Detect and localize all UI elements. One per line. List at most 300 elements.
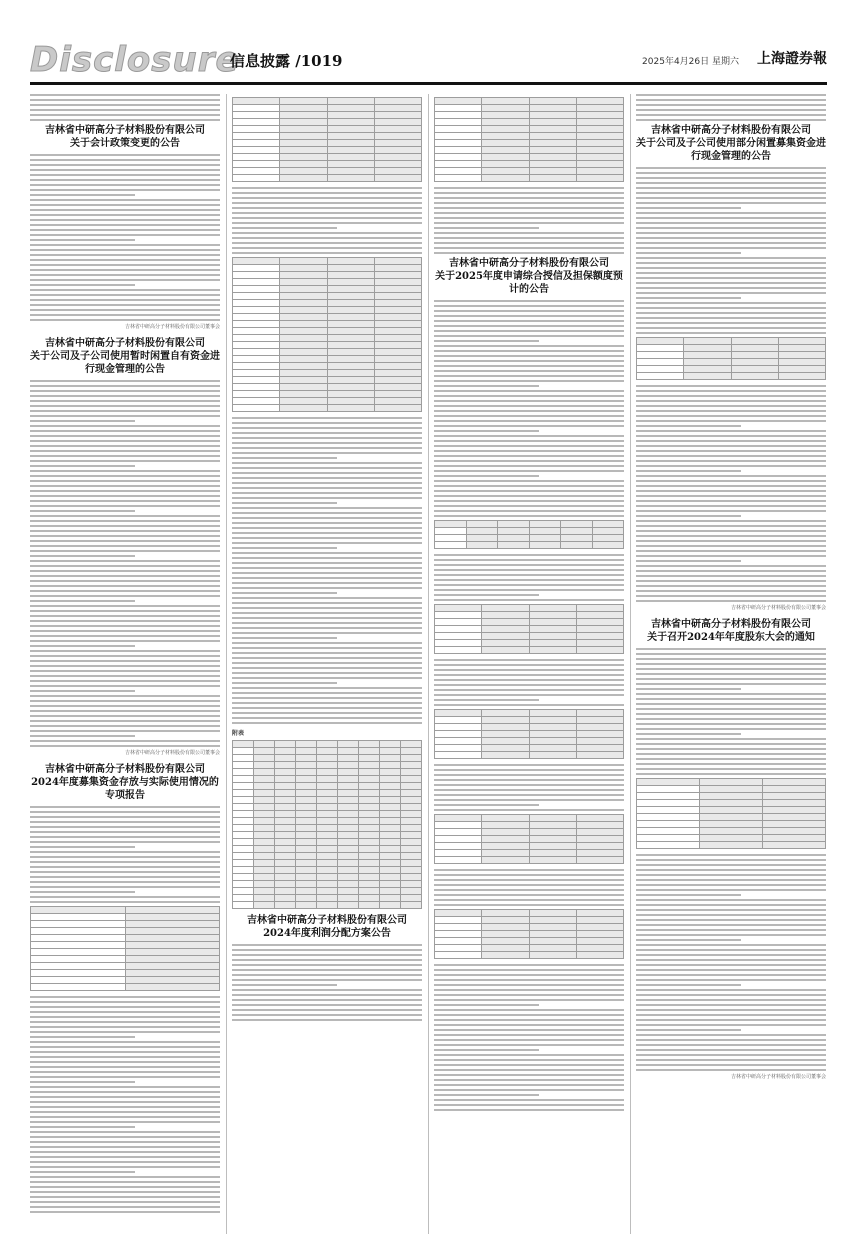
table-row <box>435 938 624 945</box>
text-line <box>30 1106 220 1108</box>
table-cell <box>317 741 338 748</box>
notice-profit-distribution <box>232 914 422 1021</box>
text-line <box>636 1049 826 1051</box>
text-line <box>434 999 624 1001</box>
table-cell <box>233 133 280 140</box>
table-cell <box>401 776 422 783</box>
table-cell <box>317 818 338 825</box>
table-cell <box>435 938 482 945</box>
table-cell <box>317 853 338 860</box>
text-line <box>636 914 826 916</box>
data-table <box>434 709 624 759</box>
table-cell <box>359 797 380 804</box>
table-cell <box>380 790 401 797</box>
text-line <box>636 580 826 582</box>
table-cell <box>529 619 576 626</box>
table-cell <box>700 828 763 835</box>
text-line <box>636 979 826 981</box>
notice-body <box>434 300 624 517</box>
table-cell <box>359 776 380 783</box>
table-cell <box>327 398 374 405</box>
text-line <box>232 222 422 224</box>
table-row <box>233 888 422 895</box>
text-line <box>232 442 422 444</box>
text-line <box>434 345 624 347</box>
table-cell <box>280 328 327 335</box>
table-cell <box>380 839 401 846</box>
table-cell <box>529 640 576 647</box>
table-row <box>233 811 422 818</box>
table-cell <box>482 612 529 619</box>
table-row <box>435 945 624 952</box>
text-line <box>232 217 422 219</box>
text-line <box>434 584 624 586</box>
text-line <box>232 537 422 539</box>
table-cell <box>374 384 421 391</box>
table-cell <box>254 839 275 846</box>
text-line <box>232 949 422 951</box>
table-cell <box>125 942 220 949</box>
table-cell <box>529 752 576 759</box>
table-cell <box>435 836 482 843</box>
text-line <box>636 884 826 886</box>
table-cell <box>254 790 275 797</box>
text-line <box>30 99 220 101</box>
notice-title: 2024年度募集资金存放与实际使用情况的专项报告 <box>31 777 219 801</box>
text-line <box>30 1006 220 1008</box>
table-row <box>435 931 624 938</box>
table-cell <box>359 888 380 895</box>
table-cell <box>576 752 623 759</box>
text-line <box>434 894 624 896</box>
table-row <box>233 154 422 161</box>
table-cell <box>233 825 254 832</box>
text-line <box>30 209 220 211</box>
table-row <box>233 867 422 874</box>
table-row <box>233 133 422 140</box>
table-cell <box>233 860 254 867</box>
table-cell <box>482 850 529 857</box>
text-line <box>636 1019 826 1021</box>
text-line <box>232 707 422 709</box>
table-cell <box>401 832 422 839</box>
table-cell <box>380 832 401 839</box>
text-line <box>232 1004 422 1006</box>
text-line <box>30 1096 220 1098</box>
table-cell <box>529 952 576 959</box>
notice-body <box>30 806 220 903</box>
text-line <box>232 447 422 449</box>
text-line <box>30 1011 220 1013</box>
table-cell <box>435 147 482 154</box>
text-line <box>30 861 220 863</box>
table-cell <box>529 843 576 850</box>
table-cell <box>529 147 576 154</box>
table-cell <box>778 352 825 359</box>
table-cell <box>275 825 296 832</box>
notice-body <box>434 964 624 1111</box>
column-3 <box>434 94 624 1234</box>
table-cell <box>254 867 275 874</box>
table-cell <box>275 846 296 853</box>
table-cell <box>576 945 623 952</box>
table-row <box>435 924 624 931</box>
table-cell <box>576 924 623 931</box>
table-cell <box>401 741 422 748</box>
table-row <box>233 384 422 391</box>
table-cell <box>233 272 280 279</box>
table-cell <box>359 762 380 769</box>
table-cell <box>233 349 280 356</box>
text-line <box>30 725 220 727</box>
text-line <box>636 1009 826 1011</box>
text-line <box>636 874 826 876</box>
table-cell <box>435 857 482 864</box>
column-divider <box>630 94 631 1234</box>
table-cell <box>529 731 576 738</box>
table-cell <box>576 612 623 619</box>
text-line <box>30 525 220 527</box>
table-cell <box>254 818 275 825</box>
column-1 <box>30 94 220 1234</box>
table-cell <box>482 126 529 133</box>
table-cell <box>592 528 624 535</box>
text-line <box>232 192 422 194</box>
table-row <box>435 745 624 752</box>
text-line <box>30 164 220 166</box>
text-line <box>434 390 624 392</box>
table-cell <box>576 175 623 182</box>
text-line <box>636 227 826 229</box>
table-cell <box>280 398 327 405</box>
table-cell <box>482 738 529 745</box>
table-row <box>435 829 624 836</box>
text-line <box>30 575 220 577</box>
table-row <box>233 783 422 790</box>
table-cell <box>435 528 467 535</box>
text-line <box>636 723 826 725</box>
text-line <box>434 689 624 691</box>
table-cell <box>529 815 576 822</box>
table-cell <box>380 755 401 762</box>
text-line <box>434 684 624 686</box>
table-row <box>435 133 624 140</box>
text-line <box>30 1016 220 1018</box>
table-cell <box>561 542 593 549</box>
text-line <box>434 370 624 372</box>
text-line <box>30 440 220 442</box>
table-cell <box>380 797 401 804</box>
text-line <box>232 692 422 694</box>
section-title: 信息披露 /1019 <box>230 52 343 70</box>
table-cell <box>529 724 576 731</box>
table-cell <box>700 786 763 793</box>
table-cell <box>592 542 624 549</box>
text-line <box>434 450 624 452</box>
table-cell <box>498 528 530 535</box>
table-cell <box>529 931 576 938</box>
text-line <box>636 109 826 111</box>
table-cell <box>233 804 254 811</box>
text-line <box>636 302 826 304</box>
table-cell <box>233 161 280 168</box>
table-cell <box>254 741 275 748</box>
table-row <box>435 147 624 154</box>
text-line <box>434 1074 624 1076</box>
text-line <box>30 450 220 452</box>
table-cell <box>31 935 126 942</box>
text-line <box>30 430 220 432</box>
table-cell <box>233 832 254 839</box>
table-cell <box>327 105 374 112</box>
text-line <box>636 1004 826 1006</box>
text-line <box>232 944 422 946</box>
table-cell <box>317 874 338 881</box>
text-line <box>434 430 539 432</box>
table-cell <box>684 359 731 366</box>
table-cell <box>280 370 327 377</box>
text-line <box>30 179 220 181</box>
text-line <box>636 312 826 314</box>
text-line <box>30 625 220 627</box>
text-line <box>636 1014 826 1016</box>
text-line <box>30 740 220 742</box>
table-cell <box>280 98 327 105</box>
data-table <box>434 814 624 864</box>
table-cell <box>529 924 576 931</box>
text-line <box>30 395 220 397</box>
table-cell <box>275 860 296 867</box>
table-cell <box>374 370 421 377</box>
table-cell <box>529 710 576 717</box>
text-line <box>434 340 539 342</box>
table-cell <box>529 917 576 924</box>
text-line <box>232 422 422 424</box>
text-line <box>434 510 624 512</box>
table-cell <box>338 895 359 902</box>
table-row <box>435 175 624 182</box>
table-cell <box>359 818 380 825</box>
text-line <box>30 104 220 106</box>
table-row <box>637 793 826 800</box>
table-cell <box>435 633 482 640</box>
table-cell <box>576 745 623 752</box>
text-line <box>30 1166 220 1168</box>
table-row <box>435 633 624 640</box>
table-cell <box>529 154 576 161</box>
table-cell <box>125 984 220 991</box>
notice-body <box>30 154 220 321</box>
table-row <box>233 755 422 762</box>
table-cell <box>576 917 623 924</box>
table-cell <box>374 342 421 349</box>
text-line <box>30 385 220 387</box>
text-line <box>30 630 220 632</box>
text-line <box>232 462 422 464</box>
table-cell <box>529 910 576 917</box>
text-line <box>434 1024 624 1026</box>
table-cell <box>233 846 254 853</box>
table-row <box>233 161 422 168</box>
text-line <box>636 984 741 986</box>
table-cell <box>327 384 374 391</box>
text-line <box>232 247 422 249</box>
text-line <box>30 700 220 702</box>
table-cell <box>482 168 529 175</box>
text-line <box>636 904 826 906</box>
table-cell <box>233 300 280 307</box>
table-cell <box>359 867 380 874</box>
column-2 <box>232 94 422 1234</box>
table-cell <box>700 800 763 807</box>
text-line <box>30 610 220 612</box>
text-line <box>30 249 220 251</box>
table-cell <box>31 970 126 977</box>
text-line <box>434 1079 624 1081</box>
text-line <box>30 1021 220 1023</box>
table-cell <box>435 640 482 647</box>
table-row <box>637 373 826 380</box>
table-cell <box>529 647 576 654</box>
text-line <box>636 104 826 106</box>
text-line <box>232 427 422 429</box>
table-cell <box>482 945 529 952</box>
table-cell <box>529 535 561 542</box>
text-line <box>636 292 826 294</box>
notice-title: 关于公司及子公司使用部分闲置募集资金进行现金管理的公告 <box>636 138 826 162</box>
table-cell <box>482 133 529 140</box>
table-cell <box>482 815 529 822</box>
text-line <box>434 470 624 472</box>
table-cell <box>576 815 623 822</box>
table-cell <box>317 867 338 874</box>
text-line <box>232 572 422 574</box>
text-line <box>30 264 220 266</box>
table-cell <box>435 161 482 168</box>
table-cell <box>401 860 422 867</box>
table-cell <box>233 776 254 783</box>
table-cell <box>529 175 576 182</box>
text-line <box>636 909 826 911</box>
table-cell <box>275 776 296 783</box>
text-line <box>434 380 624 382</box>
table-cell <box>327 133 374 140</box>
text-line <box>232 242 422 244</box>
table-row <box>435 731 624 738</box>
table-cell <box>359 741 380 748</box>
table-cell <box>275 874 296 881</box>
table-cell <box>125 963 220 970</box>
table-cell <box>327 328 374 335</box>
table-cell <box>296 762 317 769</box>
table-cell <box>275 755 296 762</box>
text-line <box>434 1099 624 1101</box>
table-cell <box>31 949 126 956</box>
table-cell <box>338 853 359 860</box>
table-cell <box>700 807 763 814</box>
text-line <box>232 252 422 254</box>
table-cell <box>576 836 623 843</box>
table-cell <box>763 828 826 835</box>
text-line <box>30 169 220 171</box>
text-line <box>434 574 624 576</box>
table-cell <box>401 790 422 797</box>
text-line <box>30 224 220 226</box>
table-cell <box>576 168 623 175</box>
text-line <box>30 730 220 732</box>
table-cell <box>233 147 280 154</box>
table-cell <box>576 105 623 112</box>
table-cell <box>275 748 296 755</box>
data-table <box>434 604 624 654</box>
text-line <box>30 1076 220 1078</box>
text-line <box>434 365 624 367</box>
text-line <box>30 841 220 843</box>
table-cell <box>374 154 421 161</box>
table-cell <box>637 338 684 345</box>
table-row <box>233 98 422 105</box>
table-cell <box>338 881 359 888</box>
table-cell <box>401 818 422 825</box>
table-row <box>435 168 624 175</box>
text-line <box>30 896 220 898</box>
text-line <box>434 480 624 482</box>
table-row <box>233 874 422 881</box>
text-line <box>434 222 624 224</box>
text-line <box>30 259 220 261</box>
table-cell <box>296 867 317 874</box>
text-line <box>232 532 422 534</box>
text-line <box>434 899 624 901</box>
text-line <box>434 669 624 671</box>
table-cell <box>561 528 593 535</box>
text-line <box>636 595 826 597</box>
text-line <box>636 425 741 427</box>
table-cell <box>338 867 359 874</box>
text-line <box>232 437 422 439</box>
text-line <box>434 579 624 581</box>
text-line <box>434 1084 624 1086</box>
text-line <box>434 1044 624 1046</box>
text-line <box>636 545 826 547</box>
table-cell <box>700 814 763 821</box>
table-cell <box>254 895 275 902</box>
table-cell <box>401 811 422 818</box>
text-line <box>636 242 826 244</box>
text-line <box>636 560 741 562</box>
text-line <box>232 722 422 724</box>
text-line <box>434 989 624 991</box>
table-cell <box>233 853 254 860</box>
table-row <box>233 762 422 769</box>
table-cell <box>778 345 825 352</box>
table-cell <box>31 914 126 921</box>
text-line <box>636 738 826 740</box>
text-line <box>232 597 422 599</box>
table-row <box>233 112 422 119</box>
table-cell <box>338 804 359 811</box>
text-line <box>30 154 220 156</box>
table-cell <box>576 619 623 626</box>
text-line <box>232 577 422 579</box>
table-row <box>31 949 220 956</box>
table-cell <box>233 105 280 112</box>
table-row <box>233 405 422 412</box>
table-row <box>233 902 422 909</box>
table-cell <box>280 105 327 112</box>
text-line <box>30 1191 220 1193</box>
text-line <box>636 768 826 770</box>
